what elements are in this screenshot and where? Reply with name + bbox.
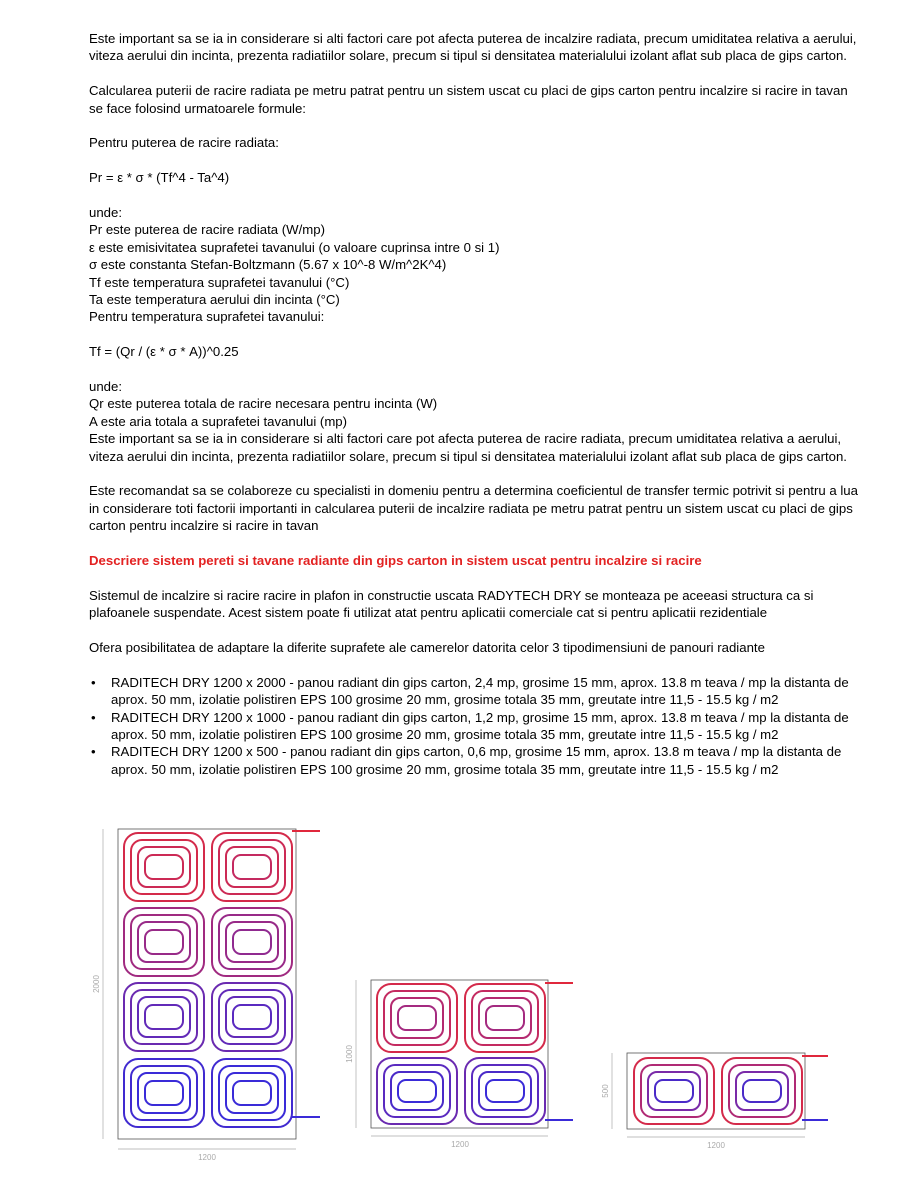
pipe-loop — [212, 908, 292, 976]
pipe-loops — [634, 1058, 802, 1124]
list-item: • RADITECH DRY 1200 x 500 - panou radiant din gips carton, 0,6 mp, grosime 15 mm, aprox. 13.8 m teava / mp la distanta de aprox. 50 mm, izolatie polistiren EPS 100 grosime 20 mm, grosime totala 35 mm, greutate intre 11,5 - 15.5 kg / m2 — [111, 743, 864, 778]
pipe-loop — [398, 1006, 436, 1030]
pipe-loop — [124, 983, 204, 1051]
where-label-2: unde: — [89, 379, 123, 395]
paragraph-heating-factors: Este important sa se ia in considerare si alti factori care pot afecta puterea de incalzire radiata, precum umiditatea relativa a aerului, viteza aerului din incinta, prezenta radiatiilor solare, precum si tipul si densitatea materialului izolant aflat sub placa de gips carton. — [89, 31, 857, 64]
width-dimension-label: 1200 — [451, 1140, 469, 1149]
pipe-loop — [145, 1081, 183, 1105]
height-dimension-label: 1000 — [345, 1045, 354, 1063]
pipe-loop — [212, 833, 292, 901]
definition-line: σ este constanta Stefan-Boltzmann (5.67 x 10^-8 W/m^2K^4) — [89, 257, 447, 273]
pipe-loop — [212, 1059, 292, 1127]
pipe-loops — [124, 833, 292, 1127]
pipe-loop — [124, 908, 204, 976]
panel-1200x1000 — [345, 980, 573, 1149]
pipe-loop — [212, 983, 292, 1051]
width-dimension-label: 1200 — [707, 1141, 725, 1150]
paragraph-system-description: Sistemul de incalzire si racire racire in plafon in constructie uscata RADYTECH DRY se monteaza pe aceeasi structura ca si plafoanele suspendate. Acest sistem poate fi utilizat atat pentru aplicatii comerciale cat si pentru aplicatii rezidentiale — [89, 587, 814, 621]
paragraph-panel-sizes: Ofera posibilitatea de adaptare la diferite suprafete ale camerelor datorita celor 3 tipodimensiuni de panouri radiante — [89, 640, 765, 656]
definition-line: ε este emisivitatea suprafetei tavanului (o valoare cuprinsa intre 0 si 1) — [89, 239, 500, 255]
height-dimension-label: 2000 — [92, 975, 101, 993]
pipe-loop — [233, 1005, 271, 1029]
pipe-loop — [124, 833, 204, 901]
pipe-loop — [655, 1080, 693, 1102]
formula-surface-temperature: Tf = (Qr / (ε * σ * A))^0.25 — [89, 344, 239, 360]
list-item: • RADITECH DRY 1200 x 1000 - panou radiant din gips carton, 1,2 mp, grosime 15 mm, aprox. 13.8 m teava / mp la distanta de aprox. 50 mm, izolatie polistiren EPS 100 grosime 20 mm, grosime totala 35 mm, greutate intre 11,5 - 15.5 kg / m2 — [111, 709, 864, 744]
panel-outline — [371, 980, 548, 1128]
paragraph-recommendation: Este recomandat sa se colaboreze cu specialisti in domeniu pentru a determina coeficientul de transfer termic potrivit si pentru a lua in considerare toti factorii importanti in calcularea puterii de incalzire radiata pe metru patrat pentru un sistem uscat cu placi de gips carton pentru incalzire si racire in tavan — [89, 483, 858, 534]
panel-1200x2000 — [92, 829, 320, 1162]
definition-line: Pentru temperatura suprafetei tavanului: — [89, 309, 325, 325]
width-dimension-label: 1200 — [198, 1153, 216, 1162]
section-heading: Descriere sistem pereti si tavane radiante din gips carton in sistem uscat pentru incalzire si racire — [89, 553, 702, 569]
paragraph-cooling-factors: Este important sa se ia in considerare si alti factori care pot afecta puterea de racire radiata, precum umiditatea relativa a aerului, viteza aerului din incinta, prezenta radiatiilor solare, precum si tipul si densitatea materialului izolant aflat sub placa de gips carton. — [89, 431, 847, 464]
pipe-loop — [145, 930, 183, 954]
pipe-loop — [465, 984, 545, 1052]
list-item: • RADITECH DRY 1200 x 2000 - panou radiant din gips carton, 2,4 mp, grosime 15 mm, aprox. 13.8 m teava / mp la distanta de aprox. 50 mm, izolatie polistiren EPS 100 grosime 20 mm, grosime totala 35 mm, greutate intre 11,5 - 15.5 kg / m2 — [111, 674, 864, 709]
pipe-loop — [398, 1080, 436, 1102]
panel-1200x500 — [601, 1053, 828, 1150]
pipe-loop — [145, 1005, 183, 1029]
pipe-loops — [377, 984, 545, 1124]
definition-line: A este aria totala a suprafetei tavanului (mp) — [89, 413, 348, 429]
definition-line: Qr este puterea totala de racire necesara pentru incinta (W) — [89, 396, 438, 412]
paragraph-cooling-power-label: Pentru puterea de racire radiata: — [89, 135, 279, 151]
definition-line: Tf este temperatura suprafetei tavanului (°C) — [89, 274, 350, 290]
definition-line: Pr este puterea de racire radiata (W/mp) — [89, 222, 326, 238]
pipe-loop — [233, 1081, 271, 1105]
where-label-1: unde: — [89, 205, 123, 220]
pipe-loop — [377, 984, 457, 1052]
pipe-loop — [486, 1006, 524, 1030]
pipe-loop — [486, 1080, 524, 1102]
pipe-loop — [233, 855, 271, 879]
paragraph-cooling-intro: Calcularea puterii de racire radiata pe metru patrat pentru un sistem uscat cu placi de gips carton pentru incalzire si racire in tavan se face folosind urmatoarele formule: — [89, 83, 848, 116]
pipe-loop — [743, 1080, 781, 1102]
pipe-loop — [124, 1059, 204, 1127]
formula-radiated-power: Pr = ε * σ * (Tf^4 - Ta^4) — [89, 170, 230, 186]
definition-line: Ta este temperatura aerului din incinta (°C) — [89, 292, 340, 308]
height-dimension-label: 500 — [601, 1084, 610, 1098]
pipe-loop — [233, 930, 271, 954]
pipe-loop — [145, 855, 183, 879]
